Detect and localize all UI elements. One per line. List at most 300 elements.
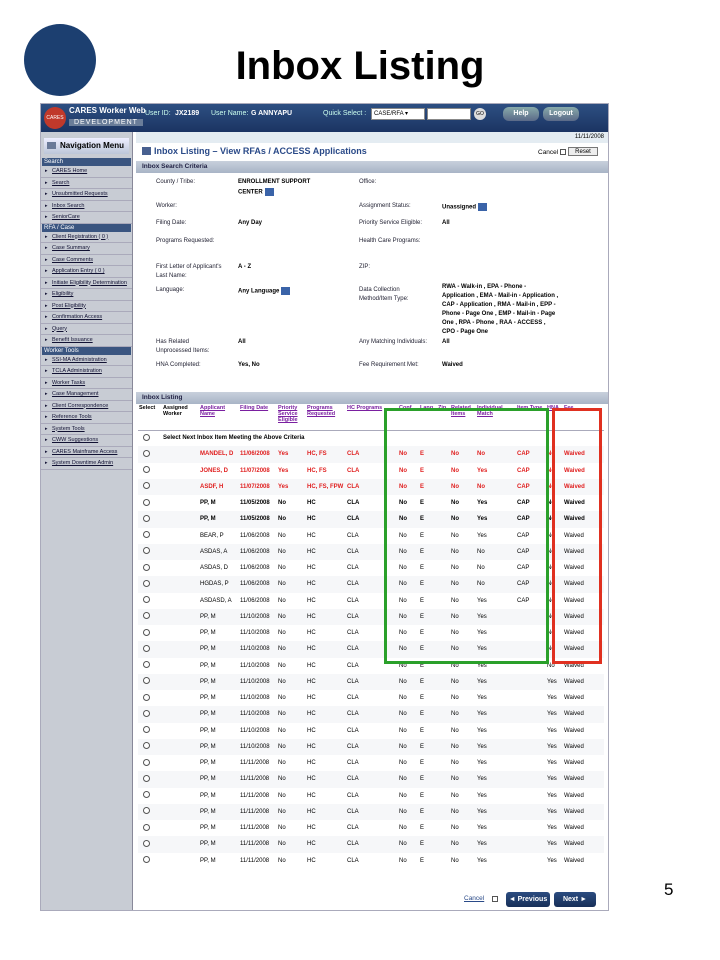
nav-item[interactable] [41,324,132,336]
row-select-radio[interactable] [143,564,150,571]
col-match[interactable]: Individual Match [476,404,516,430]
select-cell[interactable] [138,625,162,641]
cell-rel: No [450,479,476,495]
select-cell[interactable] [138,755,162,771]
table-row[interactable] [138,788,604,804]
cell-lang: E [419,706,437,722]
previous-button[interactable]: ◄ Previous [506,892,550,907]
nav-item[interactable] [41,401,132,413]
select-cell[interactable] [138,674,162,690]
cell-conf: No [399,467,407,474]
row-select-radio[interactable] [143,580,150,587]
cell-match: No [477,565,485,572]
quick-select-dropdown[interactable]: CASE/RFA ▾ [371,108,425,120]
language-lookup-icon[interactable] [281,287,290,295]
bullet-icon: ▸ [45,402,48,409]
cell-hc: CLA [346,641,398,657]
cell-name: PP, M [200,825,216,832]
user-id-label: User ID: [145,110,171,117]
cell-date: 11/10/2008 [239,609,277,625]
zip-label: ZIP: [359,264,371,270]
row-select-radio[interactable] [143,629,150,636]
cell-pri: No [278,597,286,604]
nav-item[interactable] [41,458,132,470]
matching-label: Any Matching Individuals: [359,339,428,345]
select-next-radio[interactable] [143,434,150,441]
cell-zip [437,674,450,690]
cell-prog: HC [307,792,316,799]
cell-date: 11/06/2008 [239,544,277,560]
cell-match: No [476,576,516,592]
cell-prog: HC [306,641,346,657]
cell-rel: No [450,609,476,625]
row-select-radio[interactable] [143,547,150,554]
cell-name: ASDAS, A [199,544,239,560]
cell-hna: Yes [547,857,557,864]
cancel-option[interactable] [538,149,566,156]
cell-lang: E [419,771,437,787]
assigned-worker-cell [162,641,199,657]
nav-item[interactable] [41,255,132,267]
col-assigned: Assigned Worker [162,404,199,430]
cell-lang: E [420,597,425,604]
cell-hna: Yes [546,674,563,690]
row-select-radio[interactable] [143,645,150,652]
table-row[interactable] [138,723,604,739]
cell-type: CAP [517,565,530,572]
assignment-lookup-icon[interactable] [478,203,487,211]
nav-item-label: System Downtime Admin [52,460,114,466]
assigned-worker-cell [162,609,199,625]
select-cell[interactable] [138,706,162,722]
cell-hc: CLA [347,857,359,864]
fee-label: Fee Requirement Met: [359,362,419,368]
col-conf[interactable]: Conf [398,404,419,430]
bullet-icon: ▸ [45,325,48,332]
bullet-icon: ▸ [45,191,48,197]
cell-fee: Waived [564,662,584,669]
table-row[interactable] [138,853,604,869]
nav-item-label: Benefit Issuance [52,337,93,343]
footer-cancel-checkbox[interactable] [492,896,498,902]
assigned-worker-cell [162,771,199,787]
nav-item-label: Unsubmitted Requests [52,191,108,197]
cell-fee: Waived [563,576,604,592]
next-button[interactable]: Next ► [554,892,596,907]
col-applicant[interactable]: Applicant Name [199,404,239,430]
cell-hc: CLA [347,662,359,669]
nav-item[interactable] [41,424,132,436]
nav-item[interactable] [41,232,132,244]
row-select-radio[interactable] [143,726,150,733]
select-cell[interactable] [138,723,162,739]
cell-lang: E [420,532,425,539]
cell-pri: Yes [277,479,306,495]
table-row[interactable] [138,739,604,755]
help-button[interactable]: Help [503,107,539,121]
table-row[interactable] [138,690,604,706]
bullet-icon: ▸ [45,337,48,343]
bullet-icon: ▸ [45,425,48,432]
row-select-radio[interactable] [143,661,150,668]
cell-lang: E [420,662,425,669]
bullet-icon: ▸ [45,214,48,220]
row-select-radio[interactable] [143,482,150,489]
cell-type [516,723,546,739]
cell-zip [437,706,450,722]
cancel-checkbox[interactable] [560,149,566,155]
row-select-radio[interactable] [143,677,150,684]
row-select-radio[interactable] [143,596,150,603]
cell-prog: HC [307,857,316,864]
cell-prog: HC [306,771,346,787]
cell-lang: E [420,500,425,507]
cell-conf: No [399,532,407,539]
cell-match: Yes [477,532,487,539]
cell-hna: No [547,630,555,637]
bullet-icon: ▸ [45,179,48,186]
nav-item[interactable] [41,335,132,347]
cell-pri: No [277,576,306,592]
cell-rel: No [450,771,476,787]
cell-lang: E [419,609,437,625]
row-select-radio[interactable] [143,450,150,457]
select-cell[interactable] [138,463,162,479]
row-select-radio[interactable] [143,466,150,473]
nav-item[interactable] [41,289,132,301]
county-label: County / Tribe: [156,179,196,185]
nav-item-label: SeniorCare [52,214,80,220]
select-cell[interactable] [138,641,162,657]
table-row[interactable] [138,771,604,787]
nav-item[interactable] [41,355,132,367]
reset-button[interactable]: Reset [568,147,598,156]
cell-match: Yes [477,792,487,799]
table-row[interactable] [138,804,604,820]
cell-date: 11/10/2008 [239,739,277,755]
assigned-worker-cell [162,739,199,755]
cell-conf: No [399,727,407,734]
dc-label-1: Data Collection [359,287,400,293]
cell-fee: Waived [564,597,584,604]
top-bar [41,104,609,132]
select-cell[interactable] [138,609,162,625]
cell-date: 11/10/2008 [239,641,277,657]
cell-name: PP, M [200,857,216,864]
nav-item[interactable] [41,278,132,290]
nav-item-label: Post Eligibility [52,302,86,309]
cell-fee: Waived [564,532,584,539]
cell-hna: No [547,662,555,669]
nav-item[interactable] [41,312,132,324]
nav-item[interactable] [41,189,132,201]
assigned-worker-cell [162,836,199,852]
brand-title: CARES Worker Web [69,106,146,115]
col-programs[interactable]: Programs Requested [306,404,346,430]
row-select-radio[interactable] [143,775,150,782]
row-select-radio[interactable] [143,791,150,798]
cell-hc: CLA [346,446,398,462]
cell-hc: CLA [347,630,359,637]
nav-item[interactable] [41,447,132,459]
col-select: Select [138,404,162,430]
select-cell[interactable] [138,853,162,869]
select-cell[interactable] [138,446,162,462]
cell-rel: No [450,641,476,657]
select-cell[interactable] [138,511,162,527]
select-cell[interactable] [138,479,162,495]
nav-item[interactable] [41,266,132,278]
nav-item[interactable] [41,378,132,390]
table-row[interactable] [138,706,604,722]
col-hc[interactable]: HC Programs [346,404,398,430]
dc-value-5: One , RPA - Phone , RAA - ACCESS , [442,320,546,326]
cell-match: Yes [477,630,487,637]
cell-pri: No [277,641,306,657]
cell-hna: Yes [546,804,563,820]
nav-item[interactable] [41,412,132,424]
cell-rel: No [450,544,476,560]
nav-item-label: CARES Mainframe Access [52,448,118,455]
assigned-worker-cell [162,625,199,641]
cell-rel: No [450,804,476,820]
cell-hna: Yes [547,727,557,734]
cell-type [516,804,546,820]
letter-value: A - Z [238,264,252,270]
footer-cancel-link[interactable]: Cancel [464,895,485,902]
cell-hc: CLA [346,739,398,755]
nav-header [44,138,129,154]
cell-hna: Yes [547,825,557,832]
cell-prog: HC [307,500,316,507]
current-date: 11/11/2008 [136,132,609,143]
row-select-radio[interactable] [143,856,150,863]
cell-conf: No [398,706,419,722]
cell-prog: HC [306,739,346,755]
cell-type: CAP [517,500,530,507]
nav-item-label: TCLA Administration [52,368,102,374]
red-highlight-box [552,408,602,664]
bullet-icon: ▸ [45,202,48,209]
assigned-worker-cell [162,463,199,479]
cell-match: Yes [476,706,516,722]
nav-item[interactable] [41,243,132,255]
col-hna[interactable]: HNA [546,404,563,430]
cell-zip [437,723,450,739]
select-cell[interactable] [138,593,162,609]
cell-prog: HC [307,727,316,734]
cell-hna: No [547,597,555,604]
select-cell[interactable] [138,788,162,804]
cell-type [516,739,546,755]
quick-select-input[interactable] [427,108,471,120]
cell-zip [437,755,450,771]
cell-date: 11/11/2008 [240,825,270,832]
fee-value: Waived [442,362,463,368]
hna-label: HNA Completed: [156,362,201,368]
cell-prog: HC [306,836,346,852]
nav-item[interactable] [41,201,132,213]
cell-pri: No [278,825,286,832]
bullet-icon: ▸ [45,314,48,320]
cell-hc: CLA [346,836,398,852]
assigned-worker-cell [162,479,199,495]
nav-item[interactable] [41,435,132,447]
select-cell[interactable] [138,820,162,836]
select-cell[interactable] [138,836,162,852]
select-cell[interactable] [138,658,162,674]
cell-hc: CLA [346,609,398,625]
nav-item[interactable] [41,301,132,313]
col-zip[interactable]: Zip [437,404,450,430]
cell-fee: Waived [564,760,584,767]
cell-conf: No [398,641,419,657]
row-select-radio[interactable] [143,807,150,814]
cell-match: Yes [476,836,516,852]
select-cell[interactable] [138,495,162,511]
cell-conf: No [398,576,419,592]
cell-type: CAP [516,446,546,462]
select-cell[interactable] [138,739,162,755]
cell-lang: E [420,792,425,799]
cell-prog: HC [306,674,346,690]
cell-pri: No [277,836,306,852]
select-cell[interactable] [138,690,162,706]
cell-hna: No [546,511,563,527]
nav-item[interactable] [41,389,132,401]
select-cell[interactable] [138,560,162,576]
row-select-radio[interactable] [143,694,150,701]
cell-hna: No [546,544,563,560]
cell-hna: Yes [546,739,563,755]
cell-prog: HC [307,695,316,702]
user-id: JX2189 [175,110,200,117]
cell-match: Yes [477,695,487,702]
cell-pri: No [278,857,286,864]
cell-name: MANDEL, D [199,446,239,462]
dc-value-3: CAP - Application , RMA - Mail-in , EPP - [442,302,556,308]
cell-conf: No [398,836,419,852]
nav-item-label: SSI-MA Administration [52,356,107,363]
col-item-type[interactable]: Item Type [516,404,546,430]
cell-fee: Waived [564,727,584,734]
col-fee[interactable]: Fee [563,404,604,430]
nav-item-label: Case Management [52,391,99,397]
nav-item-label: Client Registration ( 0 ) [52,233,109,240]
cell-hna: No [546,609,563,625]
col-related[interactable]: Related Items [450,404,476,430]
nav-item[interactable] [41,166,132,178]
cell-date: 11/10/2008 [239,706,277,722]
cell-type: CAP [516,576,546,592]
select-cell[interactable] [138,576,162,592]
row-select-radio[interactable] [143,742,150,749]
select-next-cell[interactable] [138,430,162,446]
row-select-radio[interactable] [143,499,150,506]
cell-match: Yes [477,825,487,832]
cell-rel: No [451,565,459,572]
cell-prog: HC [307,630,316,637]
row-select-radio[interactable] [143,515,150,522]
select-cell[interactable] [138,528,162,544]
cell-name: PP, M [200,630,216,637]
row-select-radio[interactable] [143,710,150,717]
table-row[interactable] [138,755,604,771]
assigned-worker-cell [162,674,199,690]
row-select-radio[interactable] [143,612,150,619]
cell-lang: E [419,576,437,592]
cell-hna: No [546,576,563,592]
select-cell[interactable] [138,544,162,560]
col-priority[interactable]: Priority Service Eligible [277,404,306,430]
cell-pri: No [277,609,306,625]
office-label: Office: [359,179,377,185]
row-select-radio[interactable] [143,824,150,831]
cell-hna: Yes [547,695,557,702]
cell-date: 11/10/2008 [240,662,270,669]
row-select-radio[interactable] [143,840,150,847]
cell-match: Yes [476,609,516,625]
cell-fee: Waived [564,792,584,799]
col-filing[interactable]: Filing Date [239,404,277,430]
cell-hc: CLA [346,674,398,690]
row-select-radio[interactable] [143,531,150,538]
cell-zip [437,788,450,804]
cell-match: Yes [477,760,487,767]
nav-item[interactable] [41,366,132,378]
cell-rel: No [450,446,476,462]
assigned-worker-cell [162,528,199,544]
cell-type [516,820,546,836]
cell-prog: HC [307,532,316,539]
cell-name: PP, M [200,727,216,734]
cancel-label: Cancel [538,149,559,156]
cell-match: Yes [477,597,487,604]
cell-fee: Waived [564,467,585,474]
cell-lang: E [420,695,425,702]
table-row[interactable] [138,820,604,836]
cell-hc: CLA [347,727,359,734]
table-row[interactable] [138,674,604,690]
cell-type [516,706,546,722]
bullet-icon: ▸ [45,279,48,286]
nav-item-label: Initiate Eligibility Determination [52,279,127,286]
nav-item[interactable] [41,178,132,190]
navigation-menu [41,132,133,911]
county-lookup-icon[interactable] [265,188,274,196]
cell-prog: HC [307,662,316,669]
cell-hc: CLA [346,479,398,495]
col-lang[interactable]: Lang [419,404,437,430]
table-row[interactable] [138,836,604,852]
cell-prog: HC [306,544,346,560]
cell-name: PP, M [199,836,239,852]
select-cell[interactable] [138,771,162,787]
cell-conf: No [398,609,419,625]
cell-prog: HC [307,825,316,832]
go-button[interactable]: GO [474,108,486,120]
cell-type: CAP [516,511,546,527]
nav-item[interactable] [41,212,132,224]
row-select-radio[interactable] [143,759,150,766]
cell-pri: No [278,695,286,702]
select-cell[interactable] [138,804,162,820]
logout-button[interactable]: Logout [543,107,579,121]
cell-fee: Waived [563,836,604,852]
cell-fee: Waived [564,565,584,572]
assigned-worker-cell [162,576,199,592]
assigned-worker-cell [162,544,199,560]
